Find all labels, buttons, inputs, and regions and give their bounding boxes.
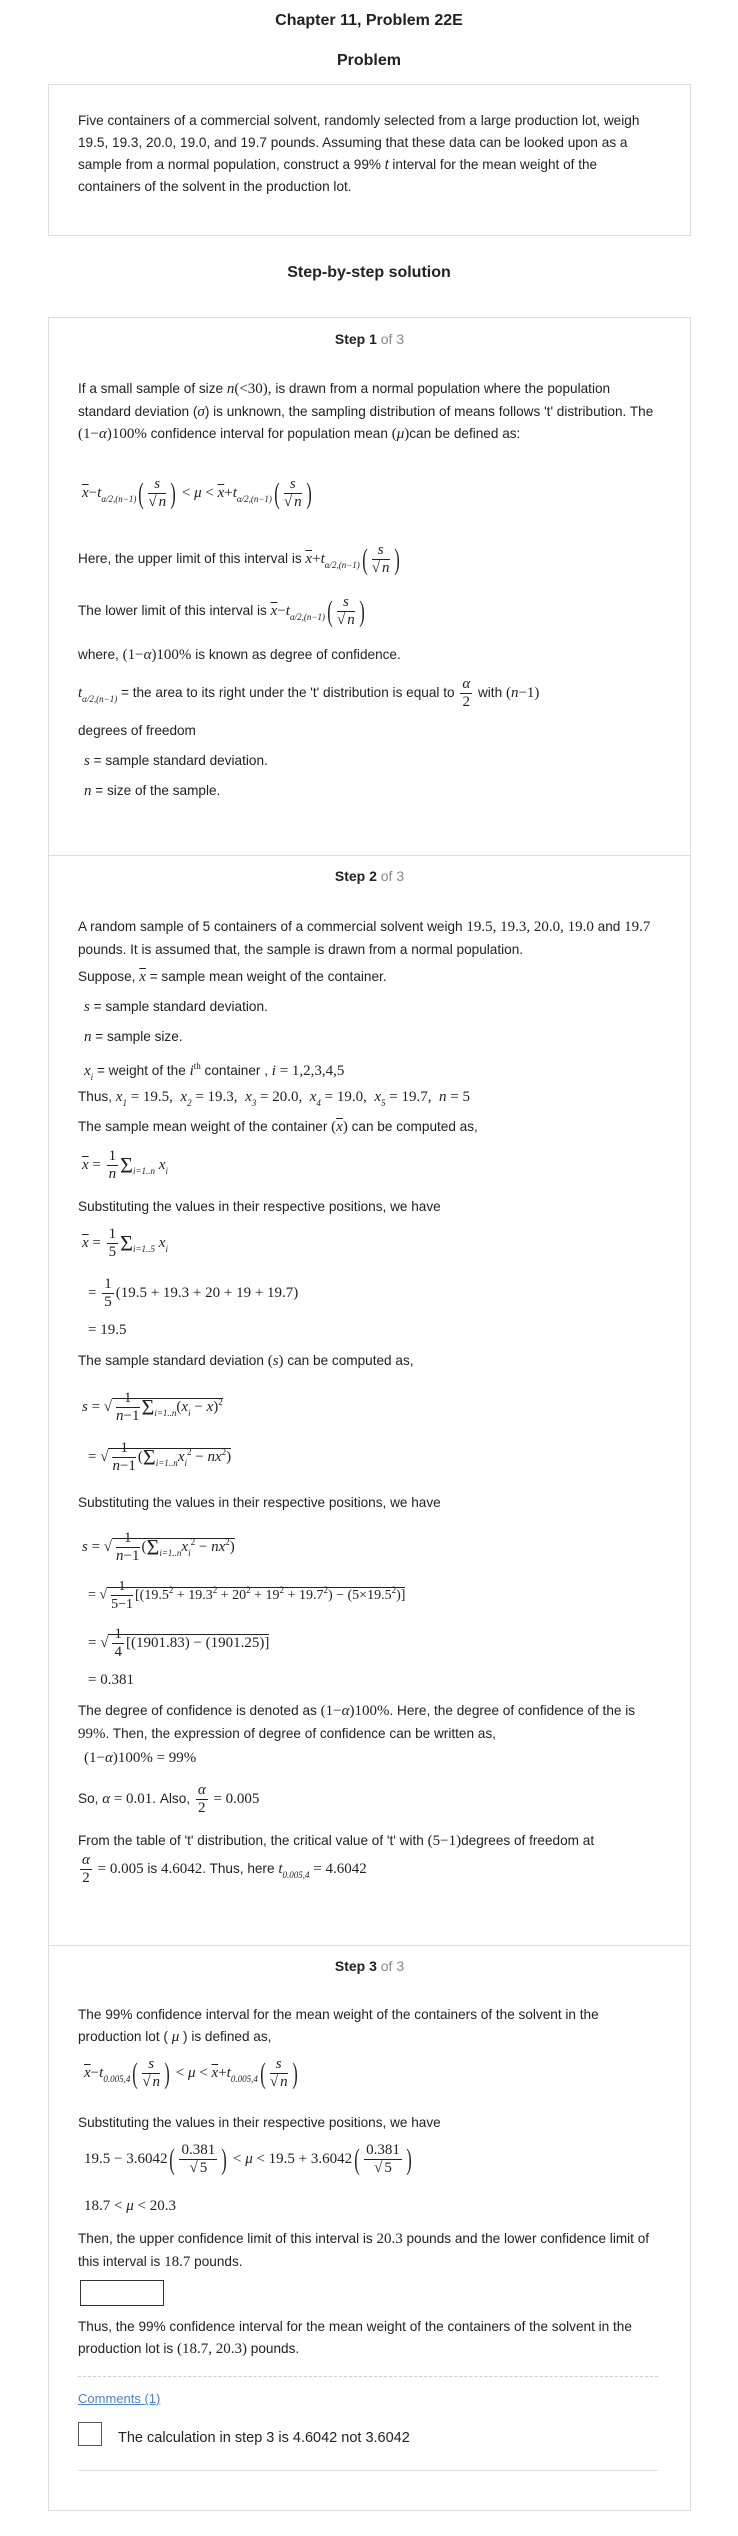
divider	[48, 1945, 691, 1946]
values-line: Thus, $x_1 = 19.5$, $x_2 = 19.3$, $x_3 = 20.0$, $x_4 = 19.0$, $x_5 = 19.7$, n = 5	[78, 1089, 470, 1108]
alpha-line: So, α = 0.01. Also, $\frac{\alpha}{2}$ = 0.005	[78, 1782, 260, 1817]
table-line-1: From the table of 't' distribution, the critical value of 't' with (5−1)degrees of freedom at	[78, 1833, 595, 1849]
step2-intro: A random sample of 5 containers of a commercial solvent weigh 19.5, 19.3, 20.0, 19.0 and 19.7 pounds. It is assumed that, the sample is drawn from a normal population.	[78, 919, 651, 957]
ci-calc: 19.5 − 3.6042( $\frac{0.381}{√ 5}$ ) < μ < 19.5 + 3.6042( $\frac{0.381}{√ 5}$ )	[84, 2142, 412, 2176]
mean-result: = 19.5	[88, 1322, 127, 1338]
divider	[48, 855, 691, 856]
ci-formula-2: $\overline{x}-t_{0.005,4}$( $\frac{s}{√ n}$ ) < $\mu < \overline{x}+t_{0.005,4}$( $\frac{s}{√ n}$ )	[84, 2056, 298, 2090]
step1-intro: If a small sample of size n(<30), is drawn from a normal population where the population standard deviation (σ) is unknown, the sampling distribution of means follows 't' distribution. The (1−α)100% confidence interval for population mean (μ)can be defined as:	[78, 381, 654, 442]
xi-def: $x_i$ = weight of the $i^{th}$ container , i = 1,2,3,4,5	[84, 1061, 345, 1082]
lower-limit-line: The lower limit of this interval is $\overline{x}-t_{\alpha/2,(n-1)}$( $\frac{s}{√ n}$ )	[78, 594, 365, 629]
problem-text: Five containers of a commercial solvent, randomly selected from a large production lot, weigh 19.5, 19.3, 20.0, 19.0, and 19.7 pounds. Assuming that these data can be looked upon as a sample from a normal population, construct a 99% t interval for the mean weight of the containers of the solvent in the production lot.	[78, 113, 640, 194]
upper-limit-line: Here, the upper limit of this interval is $\overline{x}+t_{\alpha/2,(n-1)}$( $\frac{s}{√ n}$ )	[78, 542, 400, 577]
comment-text: The calculation in step 3 is 4.6042 not 3.6042	[118, 2430, 410, 2446]
step3-intro: The 99% confidence interval for the mean weight of the containers of the solvent in the production lot ( μ ) is defined as,	[78, 2007, 599, 2045]
empty-answer-box	[80, 2280, 164, 2306]
mean-calc-1: $\overline{x}$ = $\frac{1}{5}$ $\Sigma_{i=1..5}$ $x_i$	[82, 1226, 168, 1260]
s-definition: s = sample standard deviation.	[84, 753, 268, 769]
comments-divider	[78, 2376, 658, 2377]
comment-checkbox[interactable]	[78, 2422, 102, 2446]
sd-calc-1: s = √ $\frac{1}{n-1}$ $(\Sigma_{i=1..n}x_i^2 - n\overline{x}^2)$	[82, 1530, 235, 1564]
where-line: where, (1−α)100% is known as degree of confidence.	[78, 647, 401, 663]
step-2-title: Step 2 of 3	[334, 868, 405, 884]
ci-result: 18.7 < μ < 20.3	[84, 2198, 176, 2214]
n-def-2: n = sample size.	[84, 1029, 183, 1045]
subst-1: Substituting the values in their respective positions, we have	[78, 1199, 441, 1214]
table-line-2: $\frac{\alpha}{2}$ = 0.005 is 4.6042. Thus, here $t_{0.005,4} = 4.6042$	[82, 1852, 367, 1887]
s-def-2: s = sample standard deviation.	[84, 999, 268, 1015]
sd-text: The sample standard deviation (s) can be computed as,	[78, 1353, 414, 1369]
step-1-title: Step 1 of 3	[334, 331, 405, 347]
sd-formula-2: = √ $\frac{1}{n-1}$ $(\Sigma_{i=1..n}x_i^2 - n\overline{x}^2)$	[88, 1440, 232, 1474]
comments-bottom-divider	[78, 2470, 658, 2471]
page-title: Chapter 11, Problem 22E	[275, 12, 463, 29]
subst-3: Substituting the values in their respective positions, we have	[78, 2115, 441, 2130]
solution-heading: Step-by-step solution	[287, 264, 451, 281]
dof-line: degrees of freedom	[78, 723, 196, 738]
doc-eq: (1−α)100% = 99%	[84, 1750, 197, 1766]
mean-text: The sample mean weight of the container $(\overline{x})$ can be computed as,	[78, 1119, 478, 1135]
comments-link[interactable]: Comments (1)	[78, 2391, 161, 2406]
doc-text: The degree of confidence is denoted as (1−α)100%. Here, the degree of confidence of the is 99%. Then, the expression of degree of confidence can be written as,	[78, 1703, 636, 1742]
sd-result: = 0.381	[88, 1672, 134, 1688]
sd-calc-2: = √ $\frac{1}{5-1}$ $[(19.5^2 + 19.3^2 + 20^2 + 19^2 + 19.7^2) - (5\times 19.5^2)]$	[88, 1579, 406, 1612]
ci-formula: $\overline{x}-t_{\alpha/2,(n-1)}$( $\frac{s}{√ n}$ ) < $\mu < \overline{x}+t_{\alpha/2,(n-1)}$( $\frac{s}{√ n}$ )	[82, 476, 312, 510]
sd-calc-3: = √ $\frac{1}{4}$ [(1901.83) − (1901.25)]	[88, 1626, 270, 1660]
t-definition: $t_{\alpha/2,(n-1)}$ = the area to its right under the 't' distribution is equal to $\frac{\alpha}{2}$ with (n−1)	[78, 676, 540, 710]
final-text: Thus, the 99% confidence interval for the mean weight of the containers of the solvent in the production lot is (18.7, 20.3) pounds.	[78, 2319, 632, 2357]
sd-formula-1: s = √ $\frac{1}{n-1}$ $\Sigma_{i=1..n}(x_i - \overline{x})^2$	[82, 1390, 223, 1424]
subst-2: Substituting the values in their respective positions, we have	[78, 1495, 441, 1510]
n-definition: n = size of the sample.	[84, 783, 221, 799]
step-3-title: Step 3 of 3	[334, 1958, 405, 1974]
mean-formula: $\overline{x}$ = $\frac{1}{n}$ $\Sigma_{i=1..n}$ $x_i$	[82, 1148, 168, 1182]
limits-text: Then, the upper confidence limit of this interval is 20.3 pounds and the lower confidence limit of this interval is 18.7 pounds.	[78, 2231, 650, 2270]
suppose-line: Suppose, $\overline{x}$ = sample mean weight of the container.	[78, 969, 387, 985]
mean-calc-2: = $\frac{1}{5}$ (19.5 + 19.3 + 20 + 19 + 19.7)	[88, 1276, 299, 1310]
problem-heading: Problem	[336, 52, 401, 69]
